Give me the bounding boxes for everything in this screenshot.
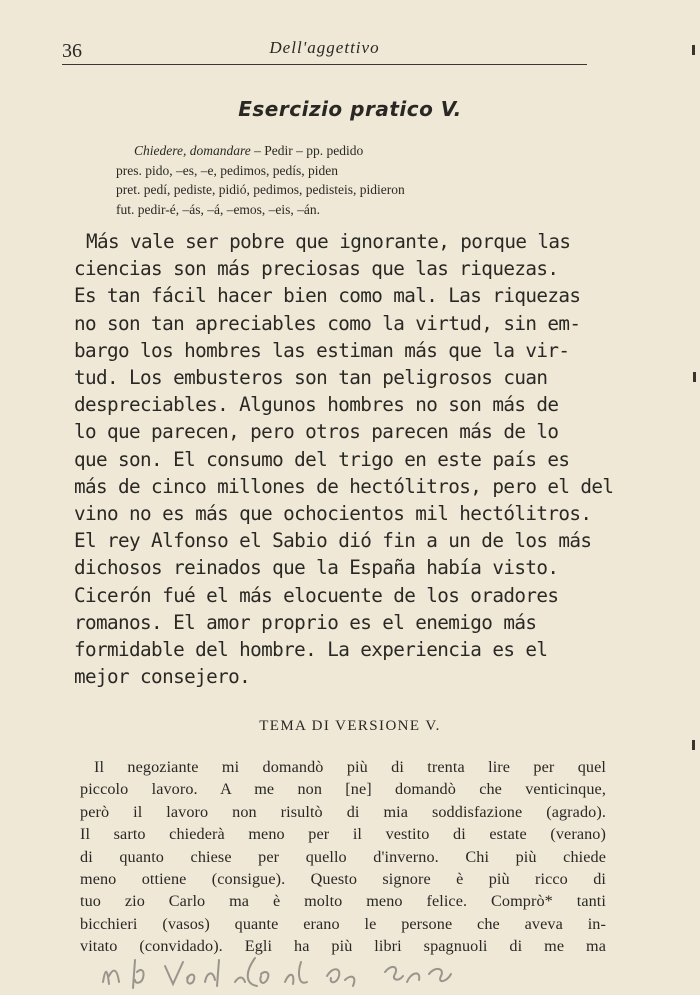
verb-conjugation xyxy=(116,141,556,219)
pencil-annotation xyxy=(95,952,475,992)
tema-title: TEMA DI VERSIONE V. xyxy=(259,718,441,734)
verb-line xyxy=(116,141,556,161)
text-line: bargo los hombres las estiman más que la vir- xyxy=(74,338,570,362)
text-line: Cicerón fué el más elocuente de los oradores xyxy=(74,583,559,607)
text-line: tud. Los embusteros son tan peligrosos cuan xyxy=(74,366,548,390)
text-line: vino no es más que ochocientos mil hectólitros. xyxy=(74,502,592,526)
text-line: meno ottiene (consigue). Questo signore è più ricco di xyxy=(80,870,606,889)
text-line: però il lavoro non risultò di mia soddisfazione (agrado). xyxy=(80,802,606,821)
text-line: formidable del hombre. La experiencia es el xyxy=(74,638,548,662)
text-line: que son. El consumo del trigo en este país es xyxy=(74,447,570,471)
text-line: ciencias son más preciosas que las riquezas. xyxy=(74,257,559,281)
text-line: Es tan fácil hacer bien como mal. Las riquezas xyxy=(74,284,581,308)
text-line: no son tan apreciables como la virtud, sin em- xyxy=(74,311,581,335)
spanish-paragraph xyxy=(74,228,614,690)
edge-mark xyxy=(692,740,695,750)
text-line: tuo zio Carlo ma è molto meno felice. Comprò* tanti xyxy=(80,892,606,911)
edge-mark xyxy=(692,45,695,55)
verb-line: pres. pido, –es, –e, pedimos, pedís, piden xyxy=(116,162,338,178)
verb-italian: Chiedere, domandare xyxy=(134,143,251,158)
text-line: El rey Alfonso el Sabio dió fin a un de los más xyxy=(74,529,592,553)
exercise-title: Esercizio pratico V. xyxy=(238,97,462,121)
verb-spanish: – Pedir – pp. pedido xyxy=(250,143,364,158)
page-number: 36 xyxy=(62,40,82,62)
text-line: Más vale ser pobre que ignorante, porque las xyxy=(86,230,571,253)
text-line: romanos. El amor proprio es el enemigo más xyxy=(74,610,537,634)
text-line: di quanto chiese per quello d'inverno. Chi più chiede xyxy=(80,847,606,866)
text-line: más de cinco millones de hectólitros, pero el del xyxy=(74,474,614,498)
verb-line: pret. pedí, pediste, pidió, pedimos, pedisteis, pidieron xyxy=(116,182,405,197)
text-line: despreciables. Algunos hombres no son más de xyxy=(74,393,559,417)
text-line: Il sarto chiederà meno per il vestito di estate (verano) xyxy=(80,825,606,844)
italian-paragraph xyxy=(80,756,606,958)
text-line: Il negoziante mi domandò più di trenta lire per quel xyxy=(94,758,606,776)
header-rule xyxy=(62,64,587,65)
text-line: lo que parecen, pero otros parecen más de lo xyxy=(74,420,559,444)
text-line: piccolo lavoro. A me non [ne] domandò che venticinque, xyxy=(80,780,606,799)
running-head: Dell'aggettivo xyxy=(269,38,380,57)
edge-mark xyxy=(693,372,696,382)
page-header xyxy=(62,34,587,68)
text-line: vitato (convidado). Egli ha più libri spagnuoli di me ma xyxy=(80,937,606,956)
text-line: bicchieri (vasos) quante erano le persone che aveva in- xyxy=(80,914,606,933)
verb-line: fut. pedir-é, –ás, –á, –emos, –eis, –án. xyxy=(116,201,321,217)
text-line: dichosos reinados que la España había visto. xyxy=(74,556,559,580)
text-line: mejor consejero. xyxy=(74,665,251,689)
